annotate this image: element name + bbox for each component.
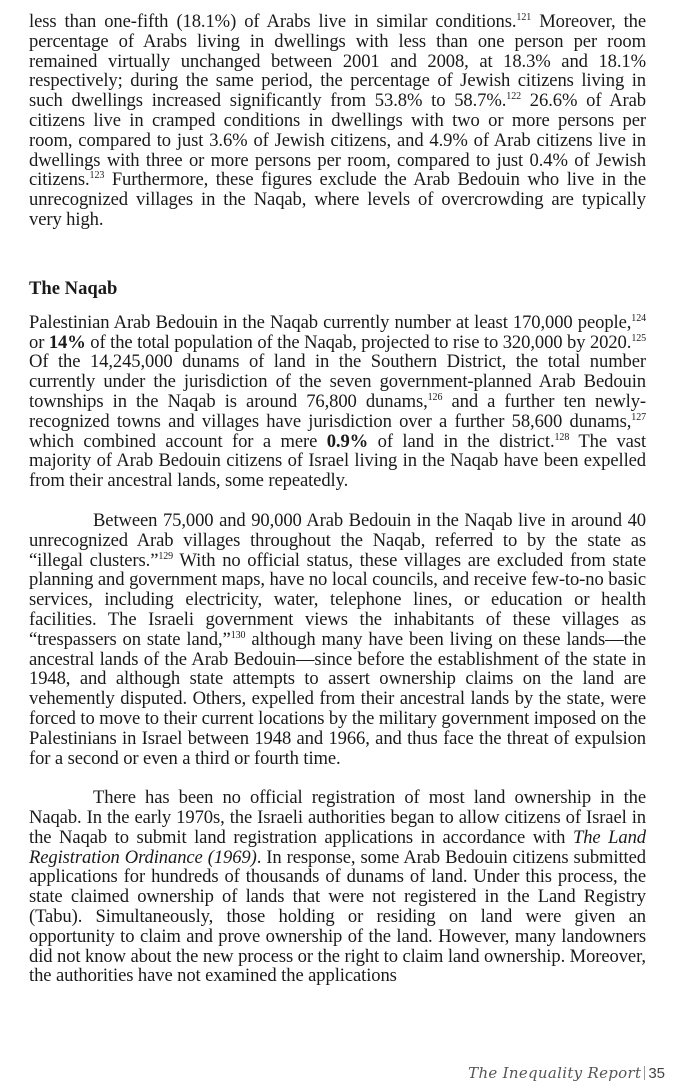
report-title: The Inequality Report [468, 1064, 642, 1082]
paragraph-land-registration: There has been no official registration of most land ownership in the Naqab. In the early 1970s, the Israeli authorities began to allow citizens of Israel in the Naqab to submit land registration applications in accordance with The Land Registration Ordinance (1969). In response, some Arab Bedouin citizens submitted applications for hundreds of thousands of dunams of land. Under this process, the state claimed ownership of lands that were not registered in the Land Registry (Tabu). Simultaneously, those holding or residing on land were given an opportunity to claim and prove ownership of the land. However, many landowners did not know about the new process or the right to claim land ownership. Moreover, the authorities have not examined the applications [29, 787, 646, 987]
paragraph-naqab-population: Palestinian Arab Bedouin in the Naqab currently number at least 170,000 people,$^{124}$ or 14% of the total population of the Naqab, projected to rise to 320,000 by 2020.$^{125}$ Of the 14,245,000 dunams of land in the Southern District, the total number currently under the jurisdiction of the seven government-planned Arab Bedouin townships in the Naqab is around 76,800 dunams,$^{126}$ and a further ten newly-recognized towns and villages have jurisdiction over a further 58,600 dunams,$^{127}$ which combined account for a mere 0.9% of land in the district.$^{128}$ The vast majority of Arab Bedouin citizens of Israel living in the Naqab have been expelled from their ancestral lands, some repeatedly. [29, 311, 647, 492]
page-number: 35 [648, 1065, 665, 1082]
footnote-ref: 130 [230, 629, 246, 641]
footer-divider [644, 1066, 645, 1080]
spacer [29, 230, 646, 278]
citation-italic: The Land Registration Ordinance (1969) [29, 826, 646, 868]
footnote-ref: 121 [516, 12, 532, 23]
footnote-ref: 127 [631, 411, 646, 423]
spacer [29, 491, 646, 511]
page-footer [468, 1064, 665, 1082]
footnote-ref: 129 [158, 550, 174, 562]
footnote-ref: 126 [427, 391, 443, 403]
emphasis-bold: 0.9% [326, 430, 369, 452]
spacer [29, 768, 646, 788]
footnote-ref: 125 [631, 332, 647, 344]
footnote-ref: 122 [506, 91, 521, 103]
document-page [29, 12, 646, 986]
paragraph-unrecognized-villages: Between 75,000 and 90,000 Arab Bedouin in the Naqab live in around 40 unrecognized Arab villages throughout the Naqab, referred to by the state as “illegal clusters.”$^{129}$ With no official status, these villages are excluded from state planning and government maps, have no local councils, and receive few-to-no basic services, including electricity, water, telephone lines, or education or health facilities. The Israeli government views the inhabitants of these villages as “trespassers on state land,”$^{130}$ although many have been living on these lands—the ancestral lands of the Arab Bedouin—since before the establishment of the state in 1948, and although state attempts to assert ownership claims on the land are vehemently disputed. Others, expelled from their ancestral lands by the state, were forced to move to their current locations by the military government imposed on the Palestinians in Israel between 1948 and 1966, and thus face the threat of expulsion for a second or even a third or fourth time. [29, 509, 647, 769]
section-heading-naqab: The Naqab [29, 277, 118, 299]
footnote-ref: 123 [89, 170, 105, 182]
footnote-ref: 128 [554, 431, 570, 443]
emphasis-bold: 14% [48, 331, 86, 353]
footnote-ref: 124 [631, 312, 646, 324]
paragraph-overcrowding: less than one-fifth (18.1%) of Arabs live in similar conditions.$^{121}$ Moreover, the percentage of Arabs living in dwellings with less than one person per room remained virtually unchanged between 2001 and 2008, at 18.3% and 18.1% respectively; during the same period, the percentage of Jewish citizens living in such dwellings increased significantly from 53.8% to 58.7%.$^{122}$ 26.6% of Arab citizens live in cramped conditions in dwellings with two or more persons per room, compared to just 3.6% of Jewish citizens, and 4.9% of Arab citizens live in dwellings with three or more persons per room, compared to just 0.4% of Jewish citizens.$^{123}$ Furthermore, these figures exclude the Arab Bedouin who live in the unrecognized villages in the Naqab, where levels of overcrowding are typically very high. [29, 11, 646, 230]
